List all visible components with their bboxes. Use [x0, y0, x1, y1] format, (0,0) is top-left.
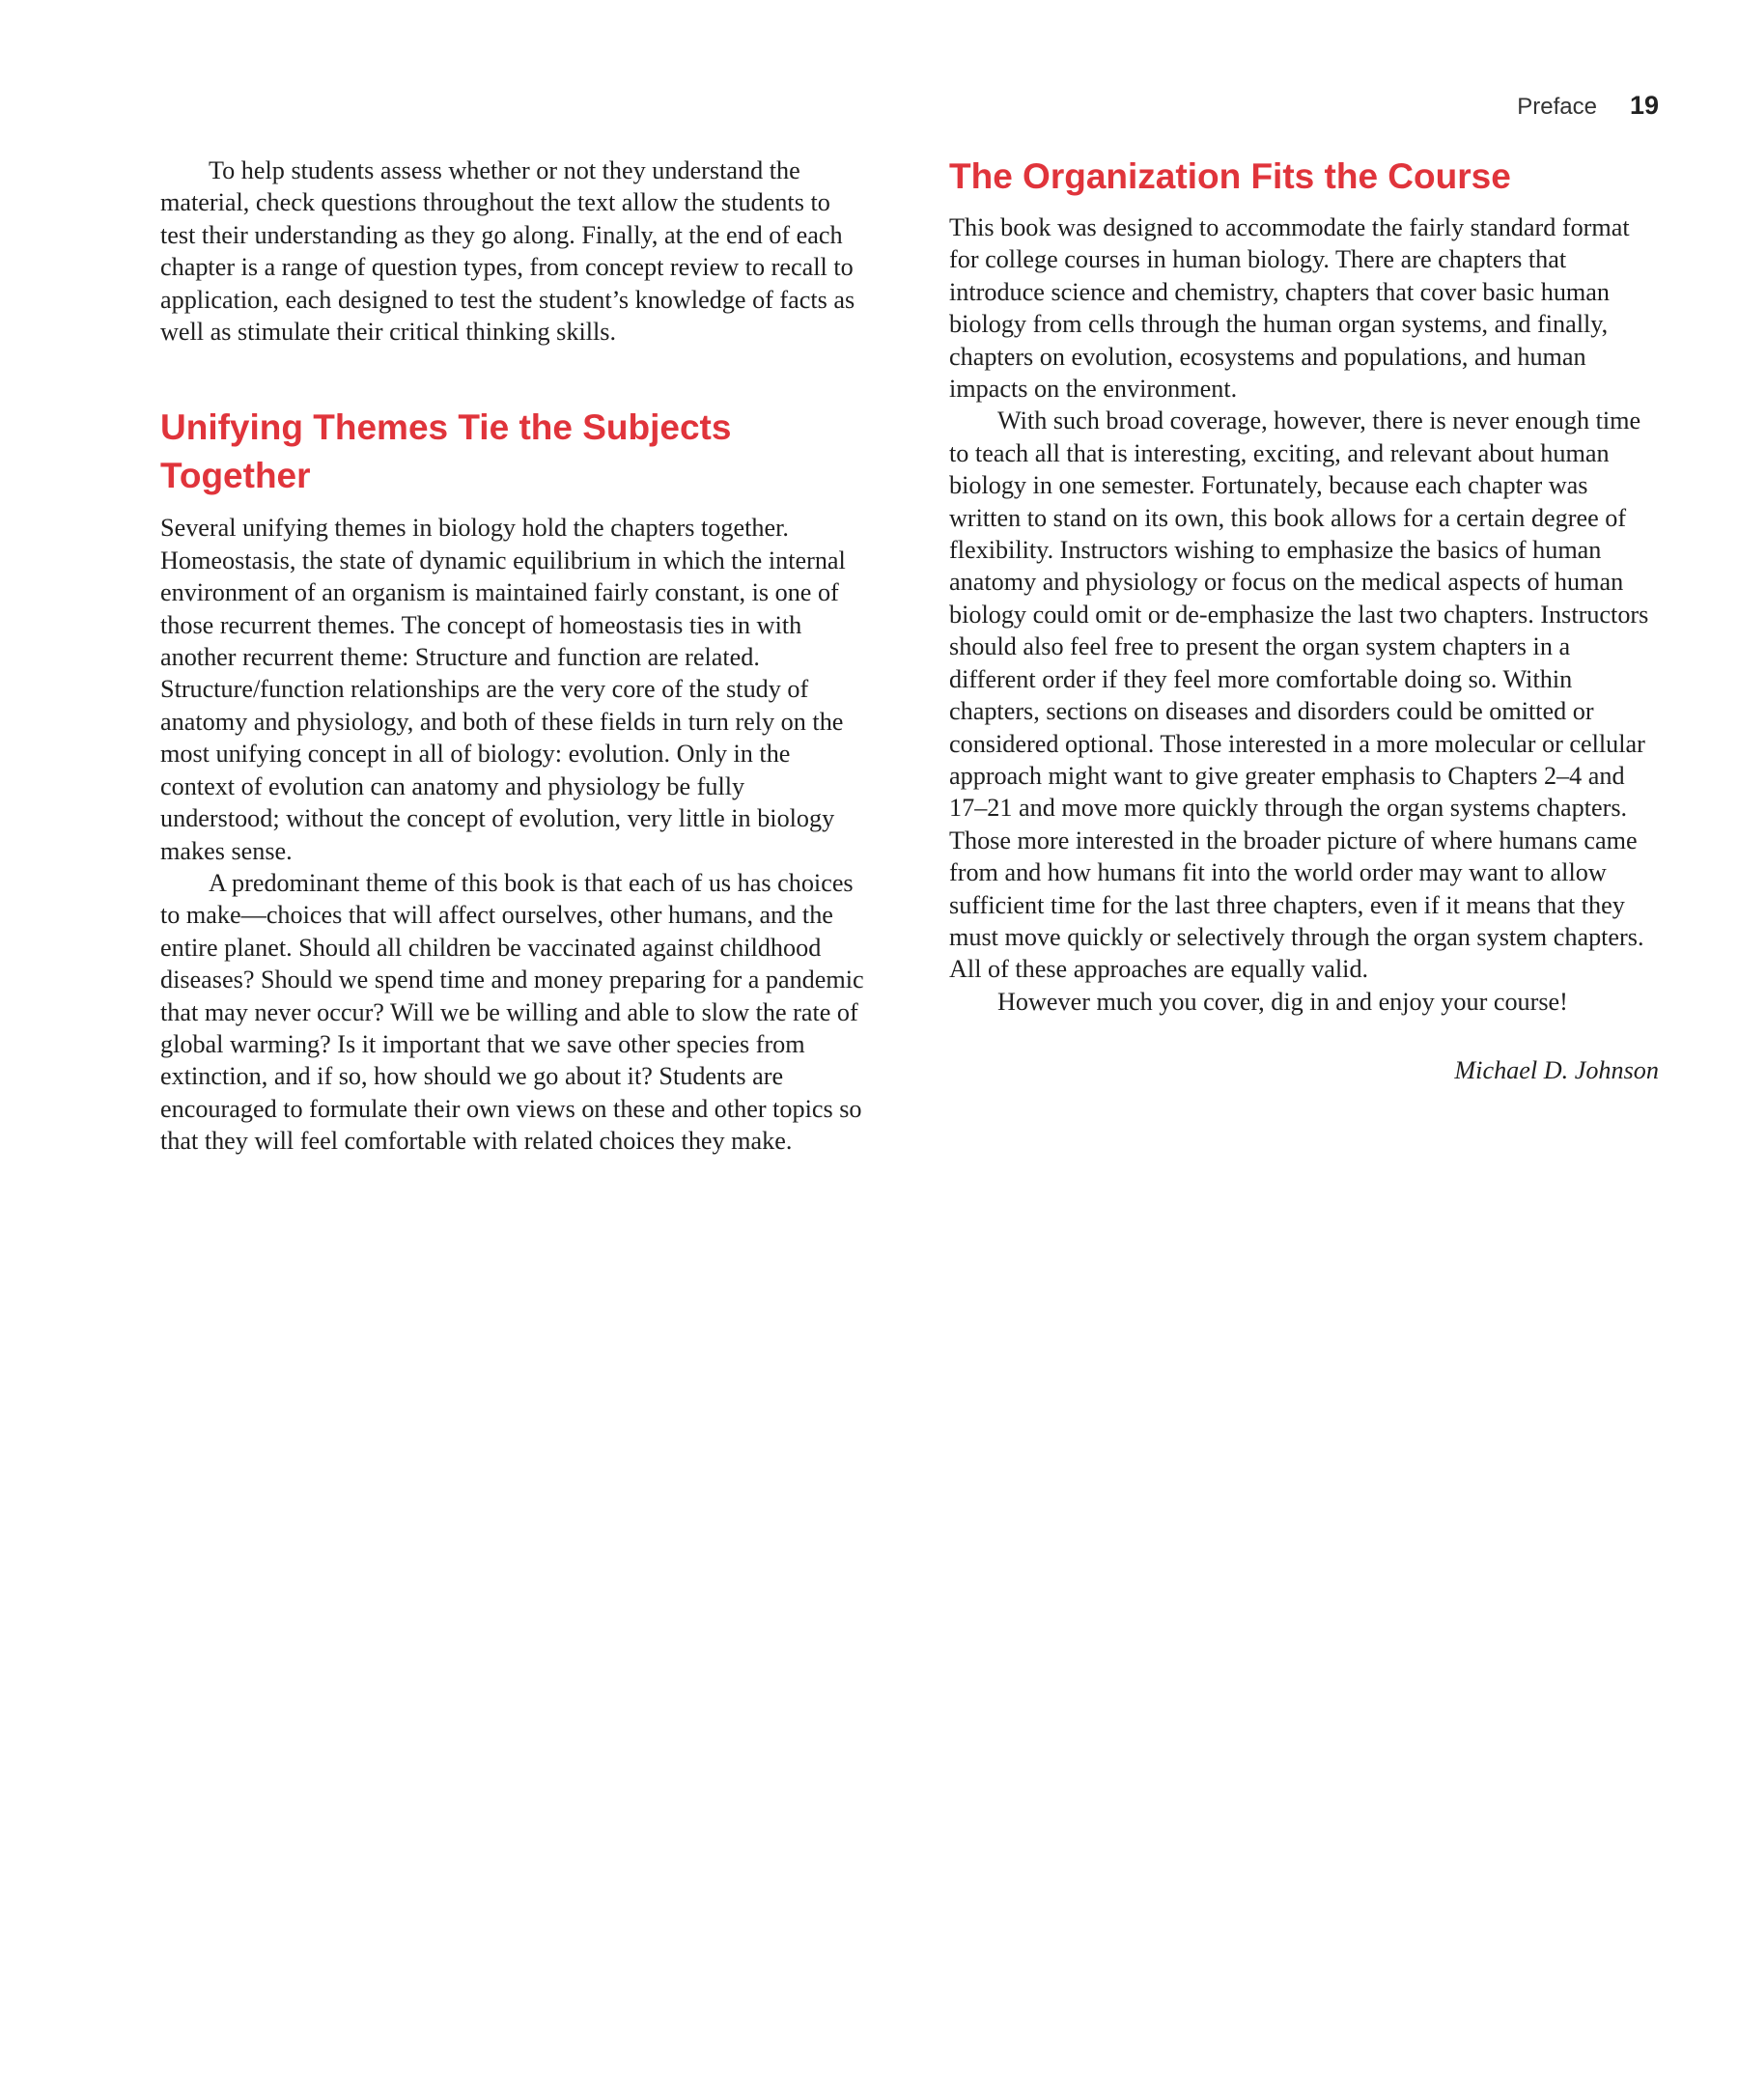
body-paragraph: This book was designed to accommodate the fairly standard format for college courses in human biology. There are chapters that introduce science and chemistry, chapters that cover basic human biology from cells through the human organ systems, and finally, chapters on evolution, ecosystems and populations, and human impacts on the environment.: [949, 213, 1630, 404]
author-signature: Michael D. Johnson: [1454, 1056, 1659, 1085]
body-paragraph: Several unifying themes in biology hold the chapters together. Homeostasis, the state of dynamic equilibrium in which the internal environment of an organism is maintained fairly constant, is one of those recurrent themes. The concept of homeostasis ties in with another recurrent theme: Structure and function are related. Structure/function relationships are the very core of the study of anatomy and physiology, and both of these fields in turn rely on the most unifying concept in all of biology: evolution. Only in the context of evolution can anatomy and physiology be fully understood; without the concept of evolution, very little in biology makes sense.: [160, 514, 846, 865]
left-column: [160, 154, 869, 1158]
running-head: [1517, 91, 1659, 121]
body-paragraph: With such broad coverage, however, there is never enough time to teach all that is interesting, exciting, and relevant about human biology in one semester. Fortunately, because each chapter was written to stand on its own, this book allows for a certain degree of flexibility. Instructors wishing to emphasize the basics of human anatomy and physiology or focus on the medical aspects of human biology could omit or de-emphasize the last two chapters. Instructors should also feel free to present the organ system chapters in a different order if they feel more comfortable doing so. Within chapters, sections on diseases and disorders could be omitted or considered optional. Those interested in a more molecular or cellular approach might want to give greater emphasis to Chapters 2–4 and 17–21 and move more quickly through the organ systems chapters. Those more interested in the broader picture of where humans came from and how humans fit into the world order may want to allow sufficient time for the last three chapters, even if it means that they must move quickly or selectively through the organ system chapters. All of these approaches are equally valid.: [949, 406, 1649, 984]
section-heading-organization: The Organization Fits the Course: [949, 156, 1511, 196]
running-head-section: Preface: [1517, 94, 1597, 120]
section-heading-unifying-themes: Unifying Themes Tie the Subjects Together: [160, 407, 732, 496]
body-paragraph: A predominant theme of this book is that each of us has choices to make—choices that will affect ourselves, other humans, and the entire planet. Should all children be vaccinated against childhood diseases? Should we spend time and money preparing for a pandemic that may never occur? Will we be willing and able to slow the rate of global warming? Is it important that we save other species from extinction, and if so, how should we go about it? Students are encouraged to formulate their own views on these and other topics so that they will feel comfortable with related choices they make.: [160, 868, 864, 1156]
intro-paragraph: To help students assess whether or not they understand the material, check questions throughout the text allow the students to test their understanding as they go along. Finally, at the end of each chapter is a range of question types, from concept review to recall to application, each designed to test the student’s knowledge of facts as well as stimulate their critical thinking skills.: [160, 156, 855, 347]
page-number: 19: [1629, 91, 1659, 120]
body-paragraph: However much you cover, dig in and enjoy your course!: [997, 987, 1568, 1016]
right-column: [949, 154, 1659, 1087]
